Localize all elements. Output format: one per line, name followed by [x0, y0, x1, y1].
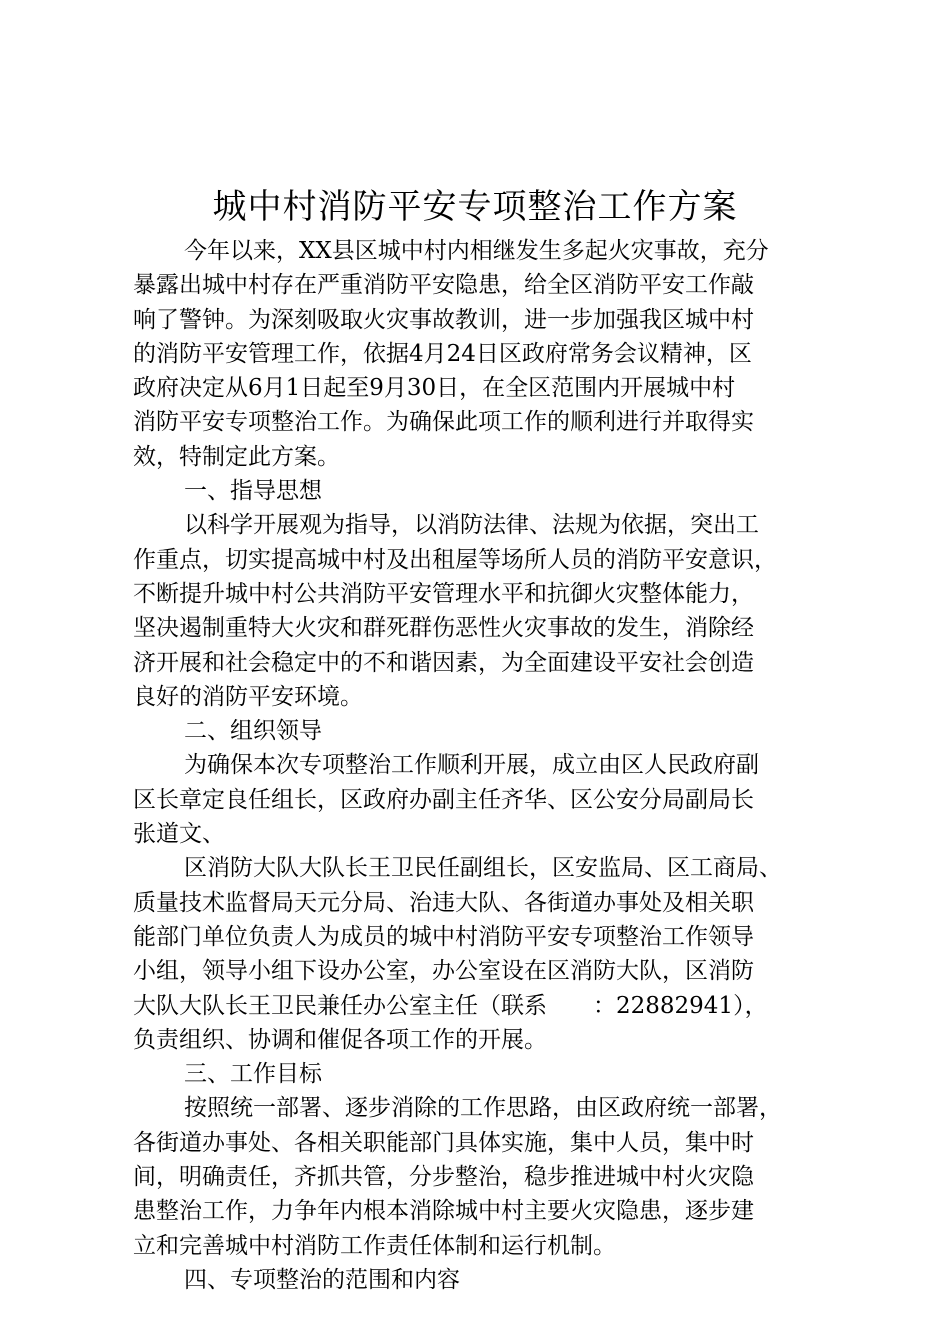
document-title: 城中村消防平安专项整治工作方案: [212, 187, 738, 227]
text-line: 区消防大队大队长王卫民任副组长，区安监局、区工商局、: [184, 855, 782, 882]
document-body: [133, 234, 843, 1297]
text-line: 今年以来，XX县区城中村内相继发生多起火灾事故，充分: [184, 238, 769, 264]
text-line: 立和完善城中村消防工作责任体制和运行机制。: [133, 1232, 616, 1259]
text-line: 济开展和社会稳定中的不和谐因素，为全面建设平安社会创造: [133, 649, 754, 676]
text-line: 一、指导思想: [184, 478, 322, 505]
text-line: 质量技术监督局天元分局、治违大队、各街道办事处及相关职: [133, 889, 754, 916]
text-line: 四、专项整治的范围和内容: [184, 1266, 460, 1293]
text-line: 张道文、: [133, 821, 225, 848]
text-line: 坚决遏制重特大火灾和群死群伤恶性火灾事故的发生，消除经: [133, 615, 754, 642]
text-line: 以科学开展观为指导，以消防法律、法规为依据，突出工: [184, 512, 759, 539]
text-line: 各街道办事处、各相关职能部门具体实施，集中人员，集中时: [133, 1129, 754, 1156]
text-line: 良好的消防平安环境。: [133, 683, 363, 710]
text-line: 间，明确责任，齐抓共管，分步整治，稳步推进城中村火灾隐: [133, 1164, 754, 1191]
text-line: 不断提升城中村公共消防平安管理水平和抗御火灾整体能力，: [133, 580, 754, 607]
text-line: 二、组织领导: [184, 718, 322, 745]
text-line: 效，特制定此方案。: [133, 443, 340, 470]
text-line: 作重点，切实提高城中村及出租屋等场所人员的消防平安意识，: [133, 546, 777, 573]
text-line: 区长章定良任组长，区政府办副主任齐华、区公安分局副局长: [133, 786, 754, 813]
text-line: 大队大队长王卫民兼任办公室主任（联系 ：22882941），: [133, 992, 768, 1019]
text-line: 能部门单位负责人为成员的城中村消防平安专项整治工作领导: [133, 923, 754, 950]
text-line: 按照统一部署、逐步消除的工作思路，由区政府统一部署，: [184, 1095, 782, 1122]
text-line: 患整治工作，力争年内根本消除城中村主要火灾隐患，逐步建: [133, 1198, 754, 1225]
text-line: 的消防平安管理工作，依据4月24日区政府常务会议精神，区: [133, 340, 752, 367]
text-line: 三、工作目标: [184, 1061, 322, 1088]
text-line: 响了警钟。为深刻吸取火灾事故教训，进一步加强我区城中村: [133, 306, 754, 333]
text-line: 政府决定从6月1日起至9月30日，在全区范围内开展城中村: [133, 375, 736, 402]
text-line: 暴露出城中村存在严重消防平安隐患，给全区消防平安工作敲: [133, 272, 754, 299]
text-line: 消防平安专项整治工作。为确保此项工作的顺利进行并取得实: [133, 409, 754, 436]
text-line: 小组，领导小组下设办公室，办公室设在区消防大队，区消防: [133, 958, 754, 985]
text-line: 为确保本次专项整治工作顺利开展，成立由区人民政府副: [184, 752, 759, 779]
text-line: 负责组织、协调和催促各项工作的开展。: [133, 1026, 547, 1053]
